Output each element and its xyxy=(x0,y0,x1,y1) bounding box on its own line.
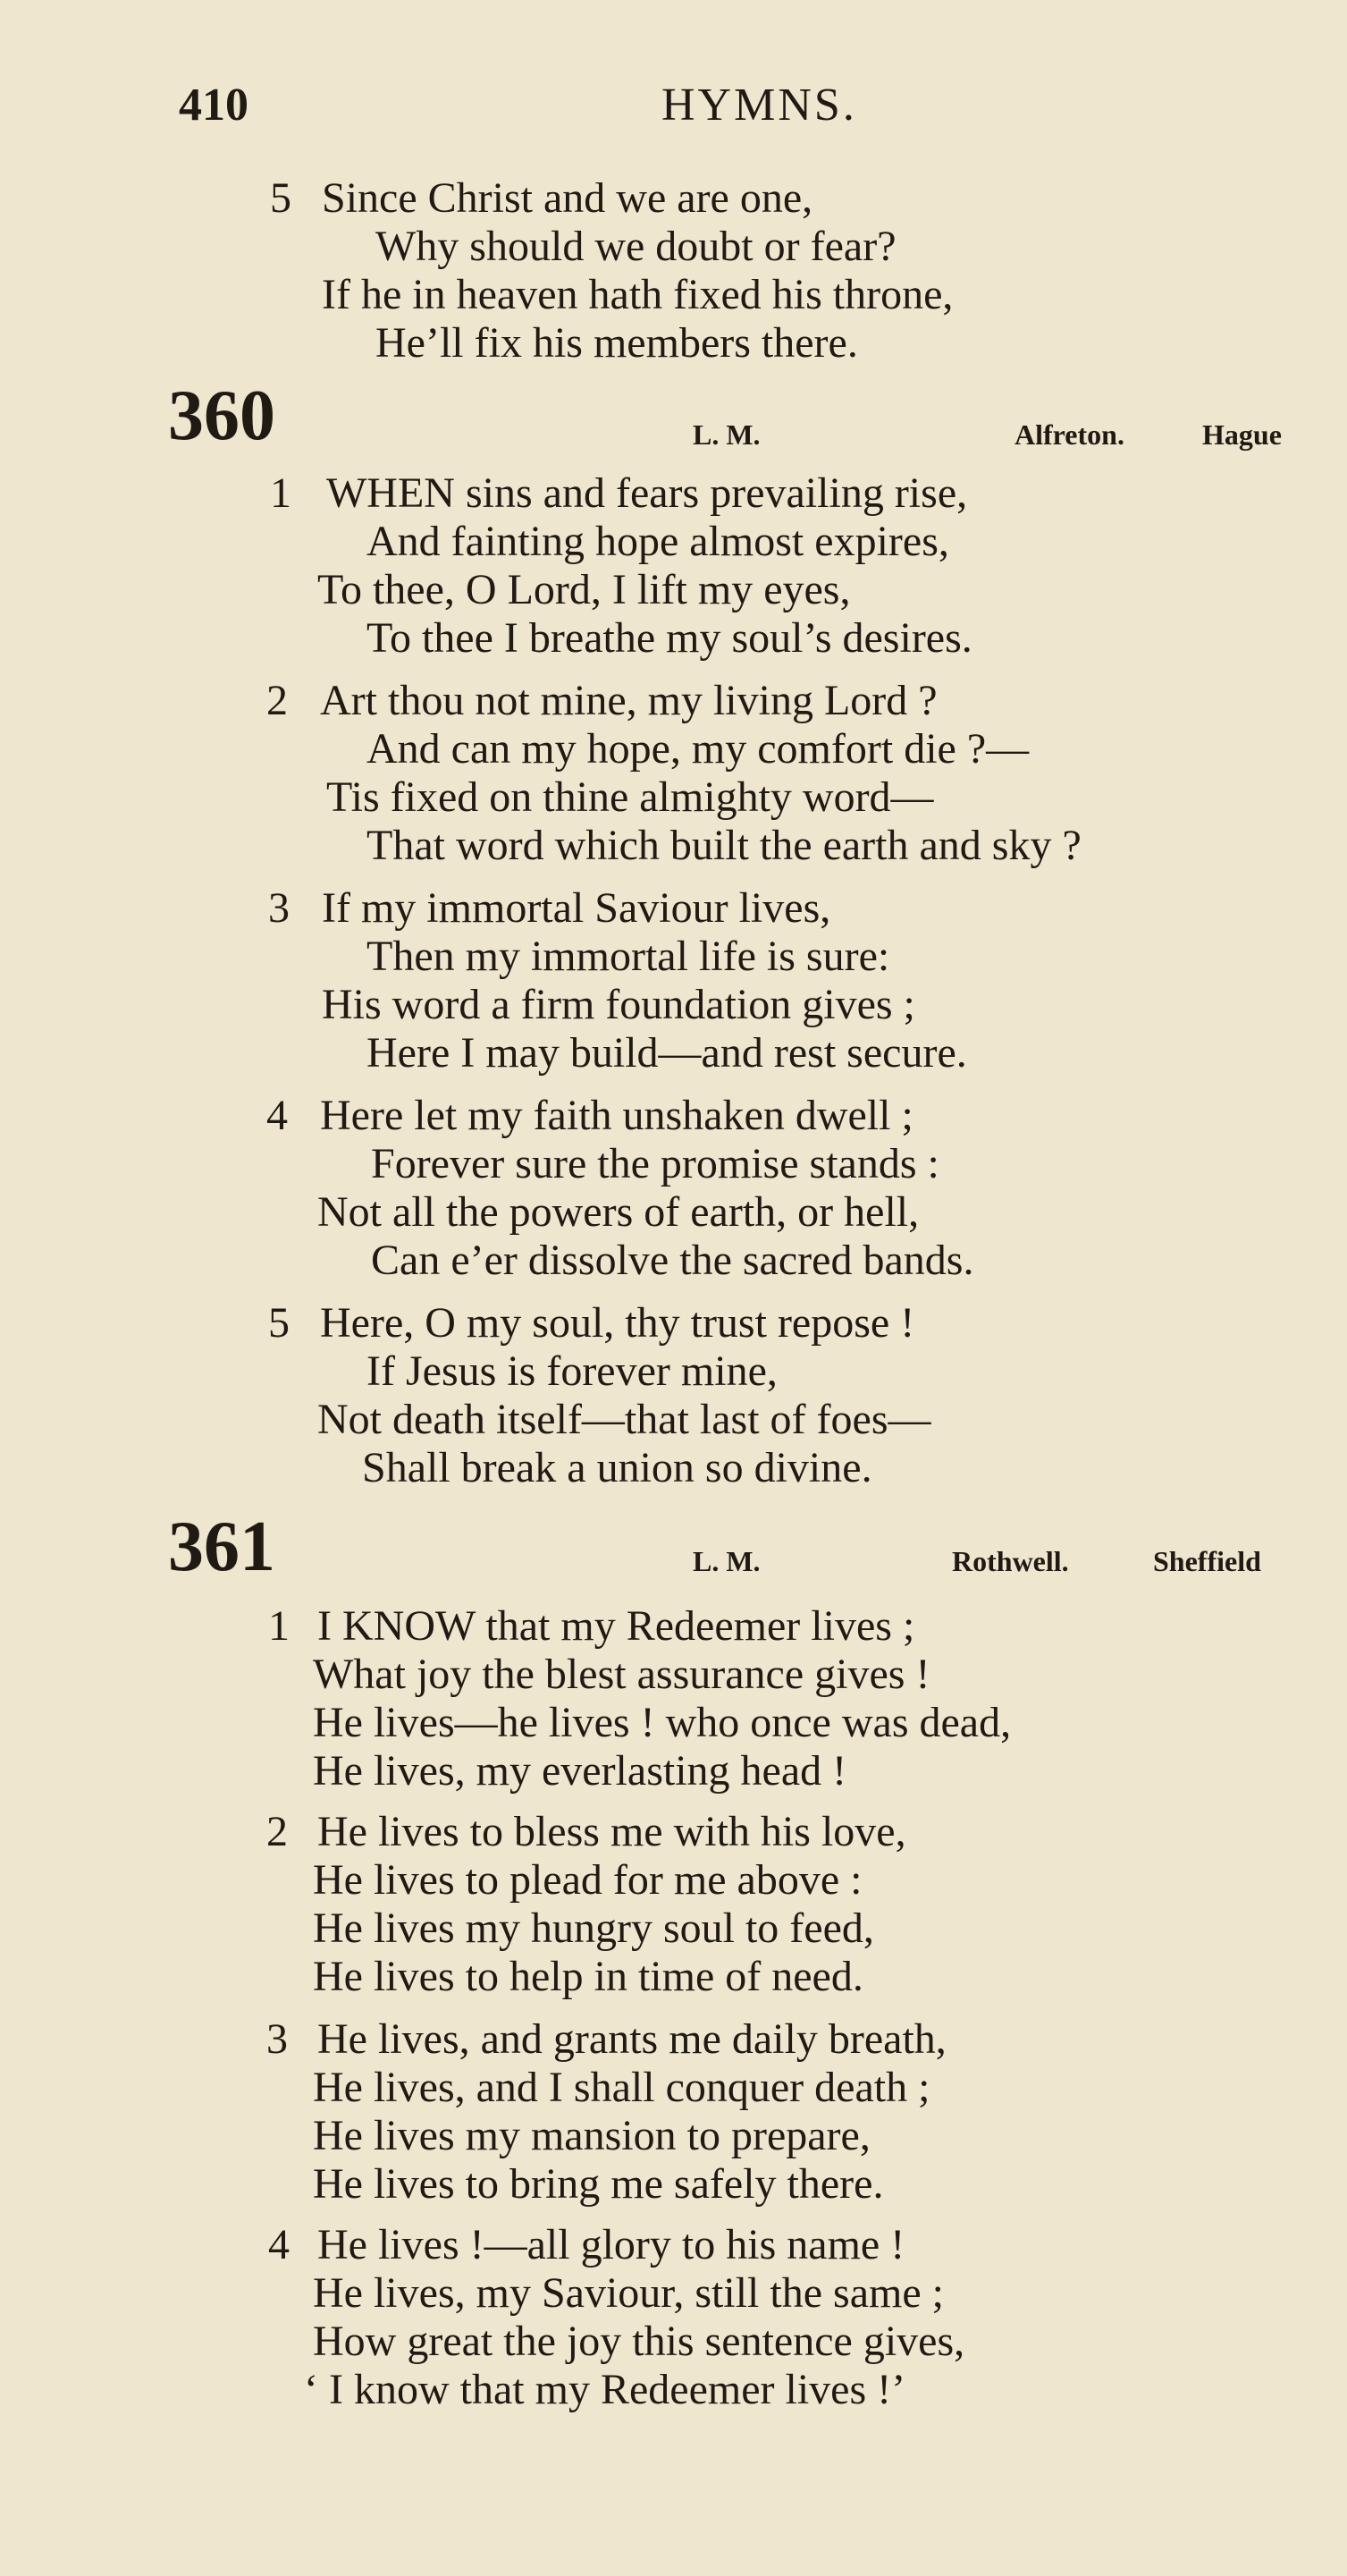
verse-line: WHEN sins and fears prevailing rise, xyxy=(326,469,968,517)
verse-line: Not all the powers of earth, or hell, xyxy=(317,1188,920,1236)
verse-line: If my immortal Saviour lives, xyxy=(322,884,831,932)
verse-line: He lives to bless me with his love, xyxy=(317,1808,906,1855)
verse-line: I KNOW that my Redeemer lives ; xyxy=(317,1602,915,1650)
verse-line: He lives, my Saviour, still the same ; xyxy=(313,2269,944,2317)
verse-line: He’ll fix his members there. xyxy=(375,319,858,367)
verse-line: He lives to plead for me above : xyxy=(313,1856,863,1904)
verse-number: 3 xyxy=(266,2015,288,2063)
verse-line: If Jesus is forever mine, xyxy=(366,1347,778,1395)
verse-line: He lives my hungry soul to feed, xyxy=(313,1905,874,1952)
verse-line: He lives my mansion to prepare, xyxy=(313,2112,871,2159)
verse-line: Forever sure the promise stands : xyxy=(371,1140,939,1187)
tune-name: Rothwell. xyxy=(952,1545,1069,1577)
verse-line: Not death itself—that last of foes— xyxy=(317,1396,931,1443)
verse-line: What joy the blest assurance gives ! xyxy=(313,1651,930,1698)
verse-line: And fainting hope almost expires, xyxy=(366,518,949,565)
verse-line: ‘ I know that my Redeemer lives !’ xyxy=(304,2366,906,2413)
tune-name: Alfreton. xyxy=(1014,418,1124,451)
verse-number: 5 xyxy=(270,174,291,222)
verse-line: He lives to bring me safely there. xyxy=(313,2160,884,2208)
verse-line: His word a firm foundation gives ; xyxy=(322,981,915,1028)
verse-line: How great the joy this sentence gives, xyxy=(313,2318,965,2365)
verse-number: 4 xyxy=(268,2221,290,2268)
meter: L. M. xyxy=(693,418,761,451)
verse-line: Here let my faith unshaken dwell ; xyxy=(320,1092,913,1139)
verse-line: Here I may build—and rest secure. xyxy=(366,1029,967,1077)
verse-number: 1 xyxy=(270,469,291,517)
running-head: HYMNS. xyxy=(661,80,857,131)
verse-line: Since Christ and we are one, xyxy=(322,174,813,222)
verse-line: He lives, my everlasting head ! xyxy=(313,1747,847,1795)
verse-line: Here, O my soul, thy trust repose ! xyxy=(320,1299,915,1347)
verse-number: 2 xyxy=(266,1808,288,1855)
verse-number: 2 xyxy=(266,677,288,724)
verse-number: 1 xyxy=(268,1602,290,1650)
page-header xyxy=(179,79,1323,132)
verse-line: To thee I breathe my soul’s desires. xyxy=(366,614,972,662)
verse-number: 5 xyxy=(268,1299,290,1347)
verse-line: He lives—he lives ! who once was dead, xyxy=(313,1699,1012,1746)
page-number: 410 xyxy=(179,80,248,131)
tune-name: Hague xyxy=(1202,418,1282,451)
verse-line: Art thou not mine, my living Lord ? xyxy=(320,677,938,724)
verse-number: 4 xyxy=(266,1092,288,1139)
verse-line: Why should we doubt or fear? xyxy=(375,223,897,270)
verse-line: He lives to help in time of need. xyxy=(313,1953,863,2000)
hymn-number: 361 xyxy=(168,1508,275,1586)
verse-line: Can e’er dissolve the sacred bands. xyxy=(371,1237,974,1284)
verse-line: Shall break a union so divine. xyxy=(362,1444,872,1491)
verse-line: He lives !—all glory to his name ! xyxy=(317,2221,905,2268)
verse-line: Then my immortal life is sure: xyxy=(366,933,890,980)
verse-line: He lives, and I shall conquer death ; xyxy=(313,2064,930,2111)
verse-line: That word which built the earth and sky ? xyxy=(366,822,1082,869)
verse-line: And can my hope, my comfort die ?— xyxy=(366,725,1030,773)
verse-number: 3 xyxy=(268,884,290,932)
meter: L. M. xyxy=(693,1545,761,1577)
tune-name: Sheffield xyxy=(1153,1545,1261,1577)
verse-line: To thee, O Lord, I lift my eyes, xyxy=(317,566,851,613)
verse-line: Tis fixed on thine almighty word— xyxy=(326,773,934,821)
verse-line: He lives, and grants me daily breath, xyxy=(317,2015,947,2063)
hymn-number: 360 xyxy=(168,376,275,455)
verse-line: If he in heaven hath fixed his throne, xyxy=(322,271,954,318)
